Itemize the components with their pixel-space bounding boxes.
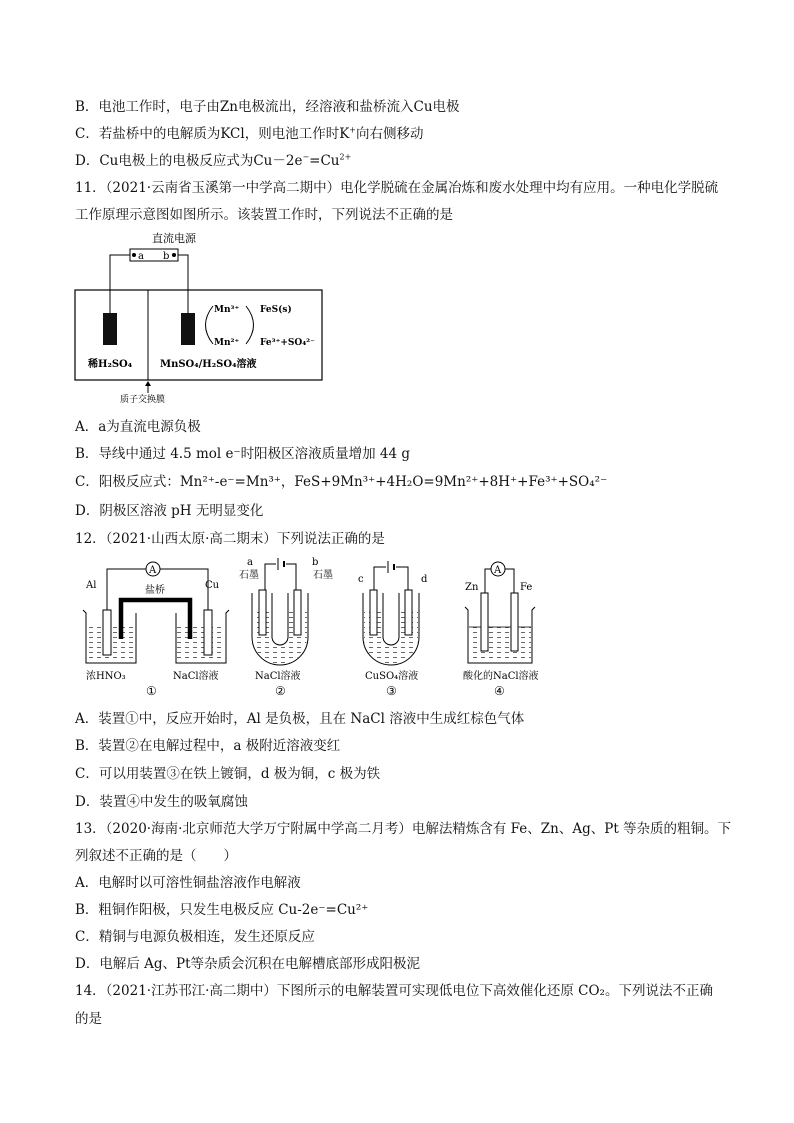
- q11-electrode-right: [181, 313, 195, 345]
- q13-option-b: B．粗铜作阳极，只发生电极反应 Cu-2e⁻=Cu²⁺: [75, 902, 369, 918]
- q12-d1-cu: Cu: [205, 580, 220, 591]
- q14-stem-line1: 14．（2021·江苏邗江·高二期中）下图所示的电解装置可实现低电位下高效催化还原 CO₂。下列说法不正确: [75, 983, 713, 999]
- q12-device-3: [358, 561, 428, 698]
- q10-option-d-text2: =Cu: [309, 153, 340, 169]
- q11-mn2: Mn²⁺: [214, 338, 240, 348]
- q12-option-b: B．装置②在电解过程中，a 极附近溶液变红: [75, 738, 341, 754]
- q12-d3-number: ③: [386, 684, 397, 698]
- q12-stem: 12．（2021·山西太原·高二期末）下列说法正确的是: [75, 531, 385, 547]
- q12-d4-wire-right: [505, 569, 514, 595]
- q12-d1-liquid-right: [177, 627, 225, 662]
- q12-d1-wire-left: [107, 569, 146, 615]
- q11-terminal-a: a: [138, 251, 144, 262]
- q12-d2-nacl: NaCl溶液: [255, 671, 301, 682]
- q11-option-b: B．导线中通过 4.5 mol e⁻时阳极区溶液质量增加 44 g: [75, 446, 411, 462]
- q10-option-c-sup: +: [349, 125, 356, 135]
- q11-terminal-a-dot: [132, 253, 136, 257]
- q12-d4-wire-left: [485, 569, 491, 595]
- q12-d4-electrode-fe: [511, 593, 518, 651]
- q11-wire-right: [178, 255, 188, 313]
- q11-mn3: Mn³⁺: [214, 305, 240, 315]
- q10-option-c-text: C．若盐桥中的电解质为KCl，则电池工作时K: [75, 126, 350, 142]
- q12-d4-electrode-zn: [481, 593, 488, 651]
- q12-device-1: [83, 562, 229, 698]
- q13-option-a: A．电解时以可溶性铜盐溶液作电解液: [75, 875, 301, 891]
- q11-wire-left: [110, 255, 130, 313]
- q12-d4-liquid: [469, 627, 531, 662]
- q11-fes: FeS(s): [260, 305, 292, 315]
- q12-d1-electrode-al: [103, 610, 111, 655]
- q11-option-c: C．阳极反应式：Mn²⁺-e⁻=Mn³⁺，FeS+9Mn³⁺+4H₂O=9Mn²⁺+8H⁺+Fe³⁺+SO₄²⁻: [75, 474, 608, 490]
- q12-d2-wire-left: [265, 564, 276, 590]
- q12-d3-d: d: [421, 574, 428, 585]
- q11-membrane-arrowhead: [145, 381, 151, 386]
- q14-stem-line2: 的是: [75, 1011, 102, 1027]
- q12-option-d: D．装置④中发生的吸氧腐蚀: [75, 794, 248, 810]
- q12-d4-zn: Zn: [465, 582, 479, 593]
- q12-d1-electrode-cu: [204, 610, 212, 655]
- q12-d1-nacl: NaCl溶液: [173, 671, 219, 682]
- q12-option-a: A．装置①中，反应开始时，Al 是负极，且在 NaCl 溶液中生成红棕色气体: [75, 711, 525, 727]
- q11-terminal-b: b: [163, 251, 170, 262]
- q12-d3-electrode-left: [370, 590, 377, 635]
- q13-stem-line1: 13．（2020·海南·北京师范大学万宁附属中学高二月考）电解法精炼含有 Fe、Zn、Ag、Pt 等杂质的粗铜。下: [75, 821, 732, 837]
- q13-option-c: C．精铜与电源负极相连，发生还原反应: [75, 929, 315, 945]
- q12-device-4: [463, 562, 539, 698]
- q11-membrane-label: 质子交换膜: [120, 395, 166, 403]
- q12-d4-nacl: 酸化的NaCl溶液: [463, 671, 539, 682]
- q12-d4-number: ④: [494, 684, 505, 698]
- q10-option-b: B．电池工作时，电子由Zn电极流出，经溶液和盐桥流入Cu电极: [75, 99, 460, 115]
- q11-fe-so4: Fe³⁺+SO₄²⁻: [260, 338, 315, 348]
- q12-d4-fe: Fe: [520, 582, 533, 593]
- q11-electrode-left: [103, 313, 117, 345]
- q13-stem-line2: 列叙述不正确的是（ ）: [75, 848, 237, 864]
- q12-d2-a: a: [247, 557, 253, 568]
- q12-d2-electrode-right: [294, 590, 301, 635]
- q11-stem-line1: 11．（2021·云南省玉溪第一中学高二期中）电化学脱硫在金属冶炼和废水处理中均有应用。一种电化学脱硫: [75, 180, 719, 196]
- q12-d1-ammeter-label: A: [149, 565, 157, 576]
- q12-d1-al: Al: [86, 580, 97, 591]
- q11-option-d: D．阴极区溶液 pH 无明显变化: [75, 503, 264, 519]
- q12-d2-wire-right: [286, 564, 296, 590]
- q12-d3-c: c: [358, 574, 364, 585]
- q12-d3-utube-inner: [383, 593, 399, 645]
- q11-terminal-b-dot: [172, 253, 176, 257]
- q12-d3-cuso4: CuSO₄溶液: [365, 671, 419, 682]
- q12-d4-ammeter-label: A: [494, 565, 502, 576]
- q10-option-c: [75, 122, 424, 142]
- q13-option-d: D．电解后 Ag、Pt等杂质会沉积在电解槽底部形成阳极泥: [75, 956, 421, 972]
- q12-d3-electrode-right: [405, 590, 412, 635]
- q12-d2-graphite-right: 石墨: [313, 570, 333, 581]
- q11-stem-line2: 工作原理示意图如图所示。该装置工作时，下列说法不正确的是: [75, 207, 453, 223]
- q12-d1-wire-right: [160, 569, 208, 615]
- q12-d3-wire-right: [396, 567, 408, 590]
- q12-d3-wire-left: [374, 567, 386, 590]
- q11-arc-right: [246, 306, 254, 344]
- q12-option-c: C．可以用装置③在铁上镀铜，d 极为铜，c 极为铁: [75, 766, 381, 782]
- q11-right-solution: MnSO₄/H₂SO₄溶液: [160, 359, 257, 370]
- q10-option-c-text2: 向右侧移动: [356, 126, 424, 142]
- q10-option-d-sup1: −: [302, 152, 310, 162]
- q12-d1-salt-bridge: 盐桥: [145, 585, 165, 596]
- q12-d2-graphite-left: 石墨: [239, 570, 259, 581]
- q11-left-solution: 稀H₂SO₄: [88, 359, 133, 370]
- q10-option-d: [75, 149, 351, 169]
- q11-option-a: A．a为直流电源负极: [75, 419, 201, 435]
- q12-d2-number: ②: [275, 684, 286, 698]
- q11-figure: [70, 228, 330, 403]
- q12-d2-b: b: [312, 557, 319, 568]
- q10-option-d-sup2: 2+: [339, 152, 352, 162]
- q12-d1-hno3: 浓HNO₃: [86, 671, 126, 682]
- q12-d1-number: ①: [146, 684, 157, 698]
- q12-d2-utube-inner: [272, 593, 288, 645]
- q12-device-2: [239, 557, 333, 698]
- q11-power-label: 直流电源: [152, 232, 196, 245]
- q12-d2-electrode-left: [259, 590, 266, 635]
- q10-option-d-text: D．Cu电极上的电极反应式为Cu－2e: [75, 153, 303, 169]
- q11-arc-left: [206, 306, 214, 344]
- q12-figure: [80, 555, 560, 700]
